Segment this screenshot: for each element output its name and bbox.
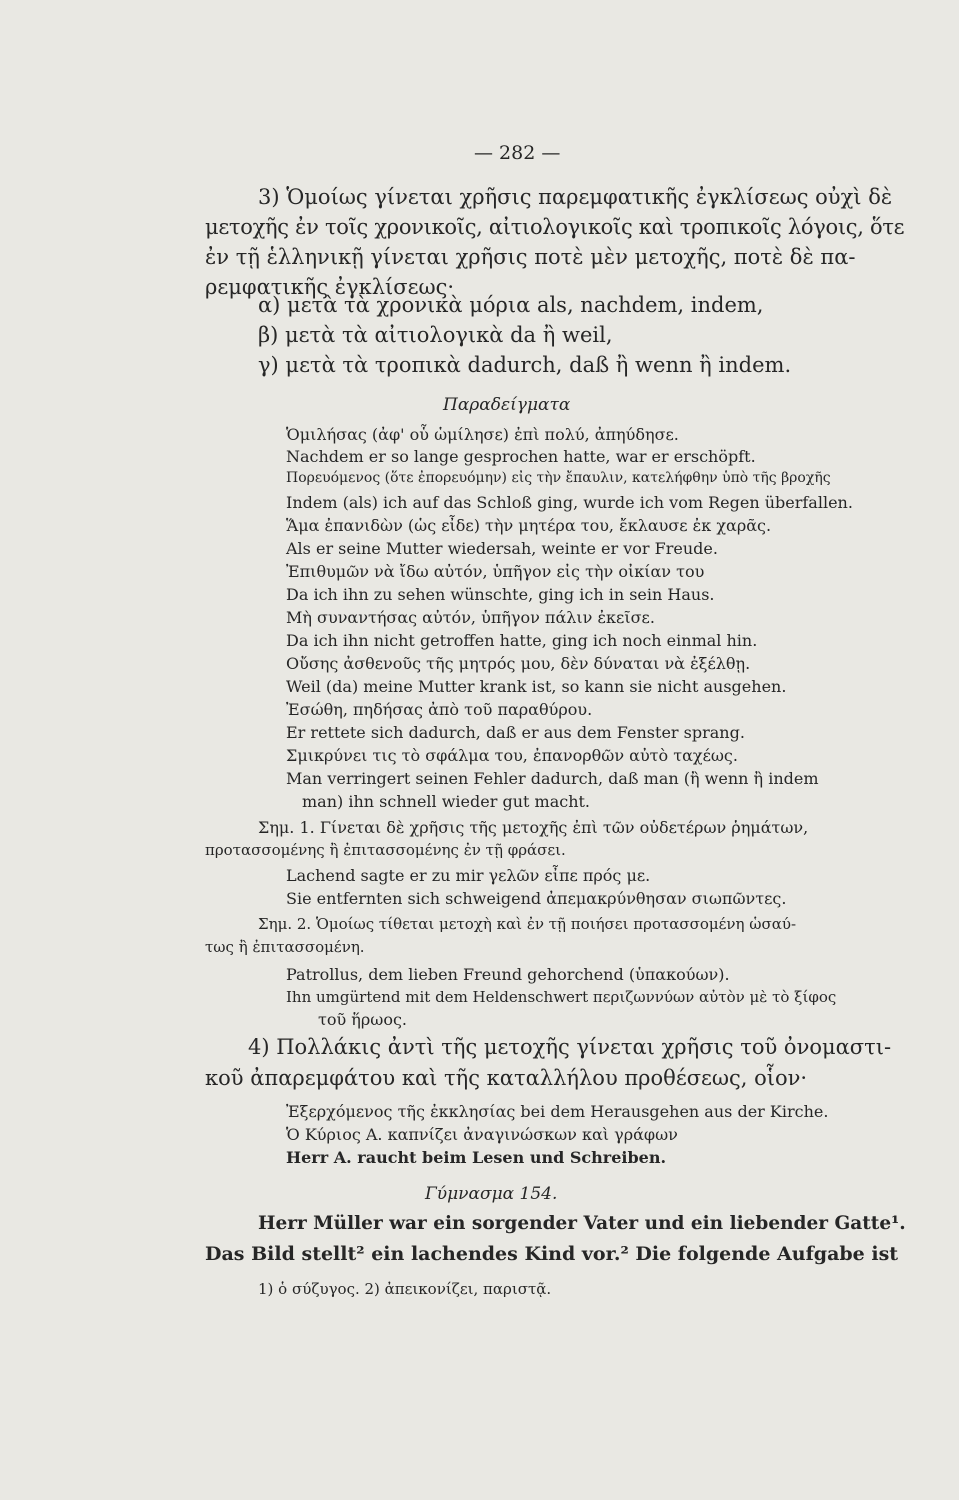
section4-example-1: Ἐξερχόμενος τῆς ἐκκλησίας bei dem Herausgehen aus der Kirche. xyxy=(286,1102,829,1121)
example-line-17: man) ihn schnell wieder gut macht. xyxy=(302,792,591,811)
note1-line-2: προτασσομένης ἢ ἐπιτασσομένης ἐν τῇ φράσει. xyxy=(205,841,566,859)
section4-line-2: κοῦ ἀπαρεμφάτου καὶ τῆς καταλλήλου προθέσεως, οἷον· xyxy=(205,1066,808,1090)
example-line-14: Er rettete sich dadurch, daß er aus dem Fenster sprang. xyxy=(286,723,745,742)
section3-item-a: α) μετὰ τὰ χρονικὰ μόρια als, nachdem, indem, xyxy=(258,293,764,317)
section4-example-2: Ὁ Κύριος Α. καπνίζει ἀναγινώσκων καὶ γράφων xyxy=(286,1125,678,1144)
note2-example-1: Patrollus, dem lieben Freund gehorchend (ὑπακούων). xyxy=(286,965,730,984)
examples-heading: Παραδείγματα xyxy=(443,395,571,415)
section3-item-c: γ) μετὰ τὰ τροπικὰ dadurch, daß ἢ wenn ἢ indem. xyxy=(258,353,792,377)
page-number: — 282 — xyxy=(474,142,561,164)
section3-line-3: ἐν τῇ ἑλληνικῇ γίνεται χρῆσις ποτὲ μὲν μετοχῆς, ποτὲ δὲ πα- xyxy=(205,245,856,269)
exercise-line-2: Das Bild stellt² ein lachendes Kind vor.² Die folgende Aufgabe ist xyxy=(205,1243,899,1265)
exercise-heading: Γύμνασμα 154. xyxy=(425,1184,558,1204)
example-line-4: Indem (als) ich auf das Schloß ging, wurde ich vom Regen überfallen. xyxy=(286,493,853,512)
example-line-3: Πορευόμενος (ὅτε ἐπορευόμην) εἰς τὴν ἔπαυλιν, κατελήφθην ὑπὸ τῆς βροχῆς xyxy=(286,470,831,486)
exercise-line-1: Herr Müller war ein sorgender Vater und ein liebender Gatte¹. xyxy=(258,1213,906,1234)
example-line-13: Ἐσώθη, πηδήσας ἀπὸ τοῦ παραθύρου. xyxy=(286,700,593,719)
example-line-11: Οὔσης ἀσθενοῦς τῆς μητρός μου, δὲν δύναται νὰ ἐξέλθῃ. xyxy=(286,654,751,673)
example-line-15: Σμικρύνει τις τὸ σφάλμα του, ἐπανορθῶν αὐτὸ ταχέως. xyxy=(286,746,738,765)
example-line-8: Da ich ihn zu sehen wünschte, ging ich in sein Haus. xyxy=(286,585,715,604)
example-line-16: Man verringert seinen Fehler dadurch, daß man (ἢ wenn ἢ indem xyxy=(286,769,819,788)
example-line-5: Ἅμα ἐπανιδὼν (ὡς εἶδε) τὴν μητέρα του, ἔκλαυσε ἐκ χαρᾶς. xyxy=(286,516,772,535)
example-line-1: Ὁμιλήσας (ἀφ' οὗ ὡμίλησε) ἐπὶ πολύ, ἀπηύδησε. xyxy=(286,425,679,444)
example-line-9: Μὴ συναντήσας αὐτόν, ὑπῆγον πάλιν ἐκεῖσε. xyxy=(286,608,655,627)
note2-example-2: Ihn umgürtend mit dem Heldenschwert περιζωννύων αὐτὸν μὲ τὸ ξίφος xyxy=(286,988,837,1006)
note1-line-1: Σημ. 1. Γίνεται δὲ χρῆσις τῆς μετοχῆς ἐπὶ τῶν οὐδετέρων ῥημάτων, xyxy=(258,818,809,837)
example-line-6: Als er seine Mutter wiedersah, weinte er vor Freude. xyxy=(286,539,718,558)
note1-example-1: Lachend sagte er zu mir γελῶν εἶπε πρός με. xyxy=(286,866,651,885)
note2-line-2: τως ἢ ἐπιτασσομένη. xyxy=(205,938,365,956)
section3-line-1: 3) Ὁμοίως γίνεται χρῆσις παρεμφατικῆς ἐγκλίσεως οὐχὶ δὲ xyxy=(258,185,893,209)
section3-item-b: β) μετὰ τὰ αἰτιολογικὰ da ἢ weil, xyxy=(258,323,613,347)
section4-line-1: 4) Πολλάκις ἀντὶ τῆς μετοχῆς γίνεται χρῆσις τοῦ ὀνομαστι- xyxy=(248,1035,892,1059)
section4-example-3: Herr A. raucht beim Lesen und Schreiben. xyxy=(286,1148,667,1167)
example-line-10: Da ich ihn nicht getroffen hatte, ging ich noch einmal hin. xyxy=(286,631,758,650)
example-line-12: Weil (da) meine Mutter krank ist, so kann sie nicht ausgehen. xyxy=(286,677,787,696)
example-line-2: Nachdem er so lange gesprochen hatte, war er erschöpft. xyxy=(286,447,756,466)
note1-example-2: Sie entfernten sich schweigend ἀπεμακρύνθησαν σιωπῶντες. xyxy=(286,889,787,908)
section3-line-2: μετοχῆς ἐν τοῖς χρονικοῖς, αἰτιολογικοῖς καὶ τροπικοῖς λόγοις, ὅτε xyxy=(205,215,905,239)
note2-example-3: τοῦ ἥρωος. xyxy=(318,1010,408,1029)
example-line-7: Ἐπιθυμῶν νὰ ἴδω αὐτόν, ὑπῆγον εἰς τὴν οἰκίαν του xyxy=(286,562,705,581)
note2-line-1: Σημ. 2. Ὁμοίως τίθεται μετοχὴ καὶ ἐν τῇ ποιήσει προτασσομένη ὡσαύ- xyxy=(258,915,797,933)
section3-line-4: ρεμφατικῆς ἐγκλίσεως· xyxy=(205,275,455,299)
exercise-footnote: 1) ὁ σύζυγος. 2) ἀπεικονίζει, παριστᾷ. xyxy=(258,1280,552,1298)
